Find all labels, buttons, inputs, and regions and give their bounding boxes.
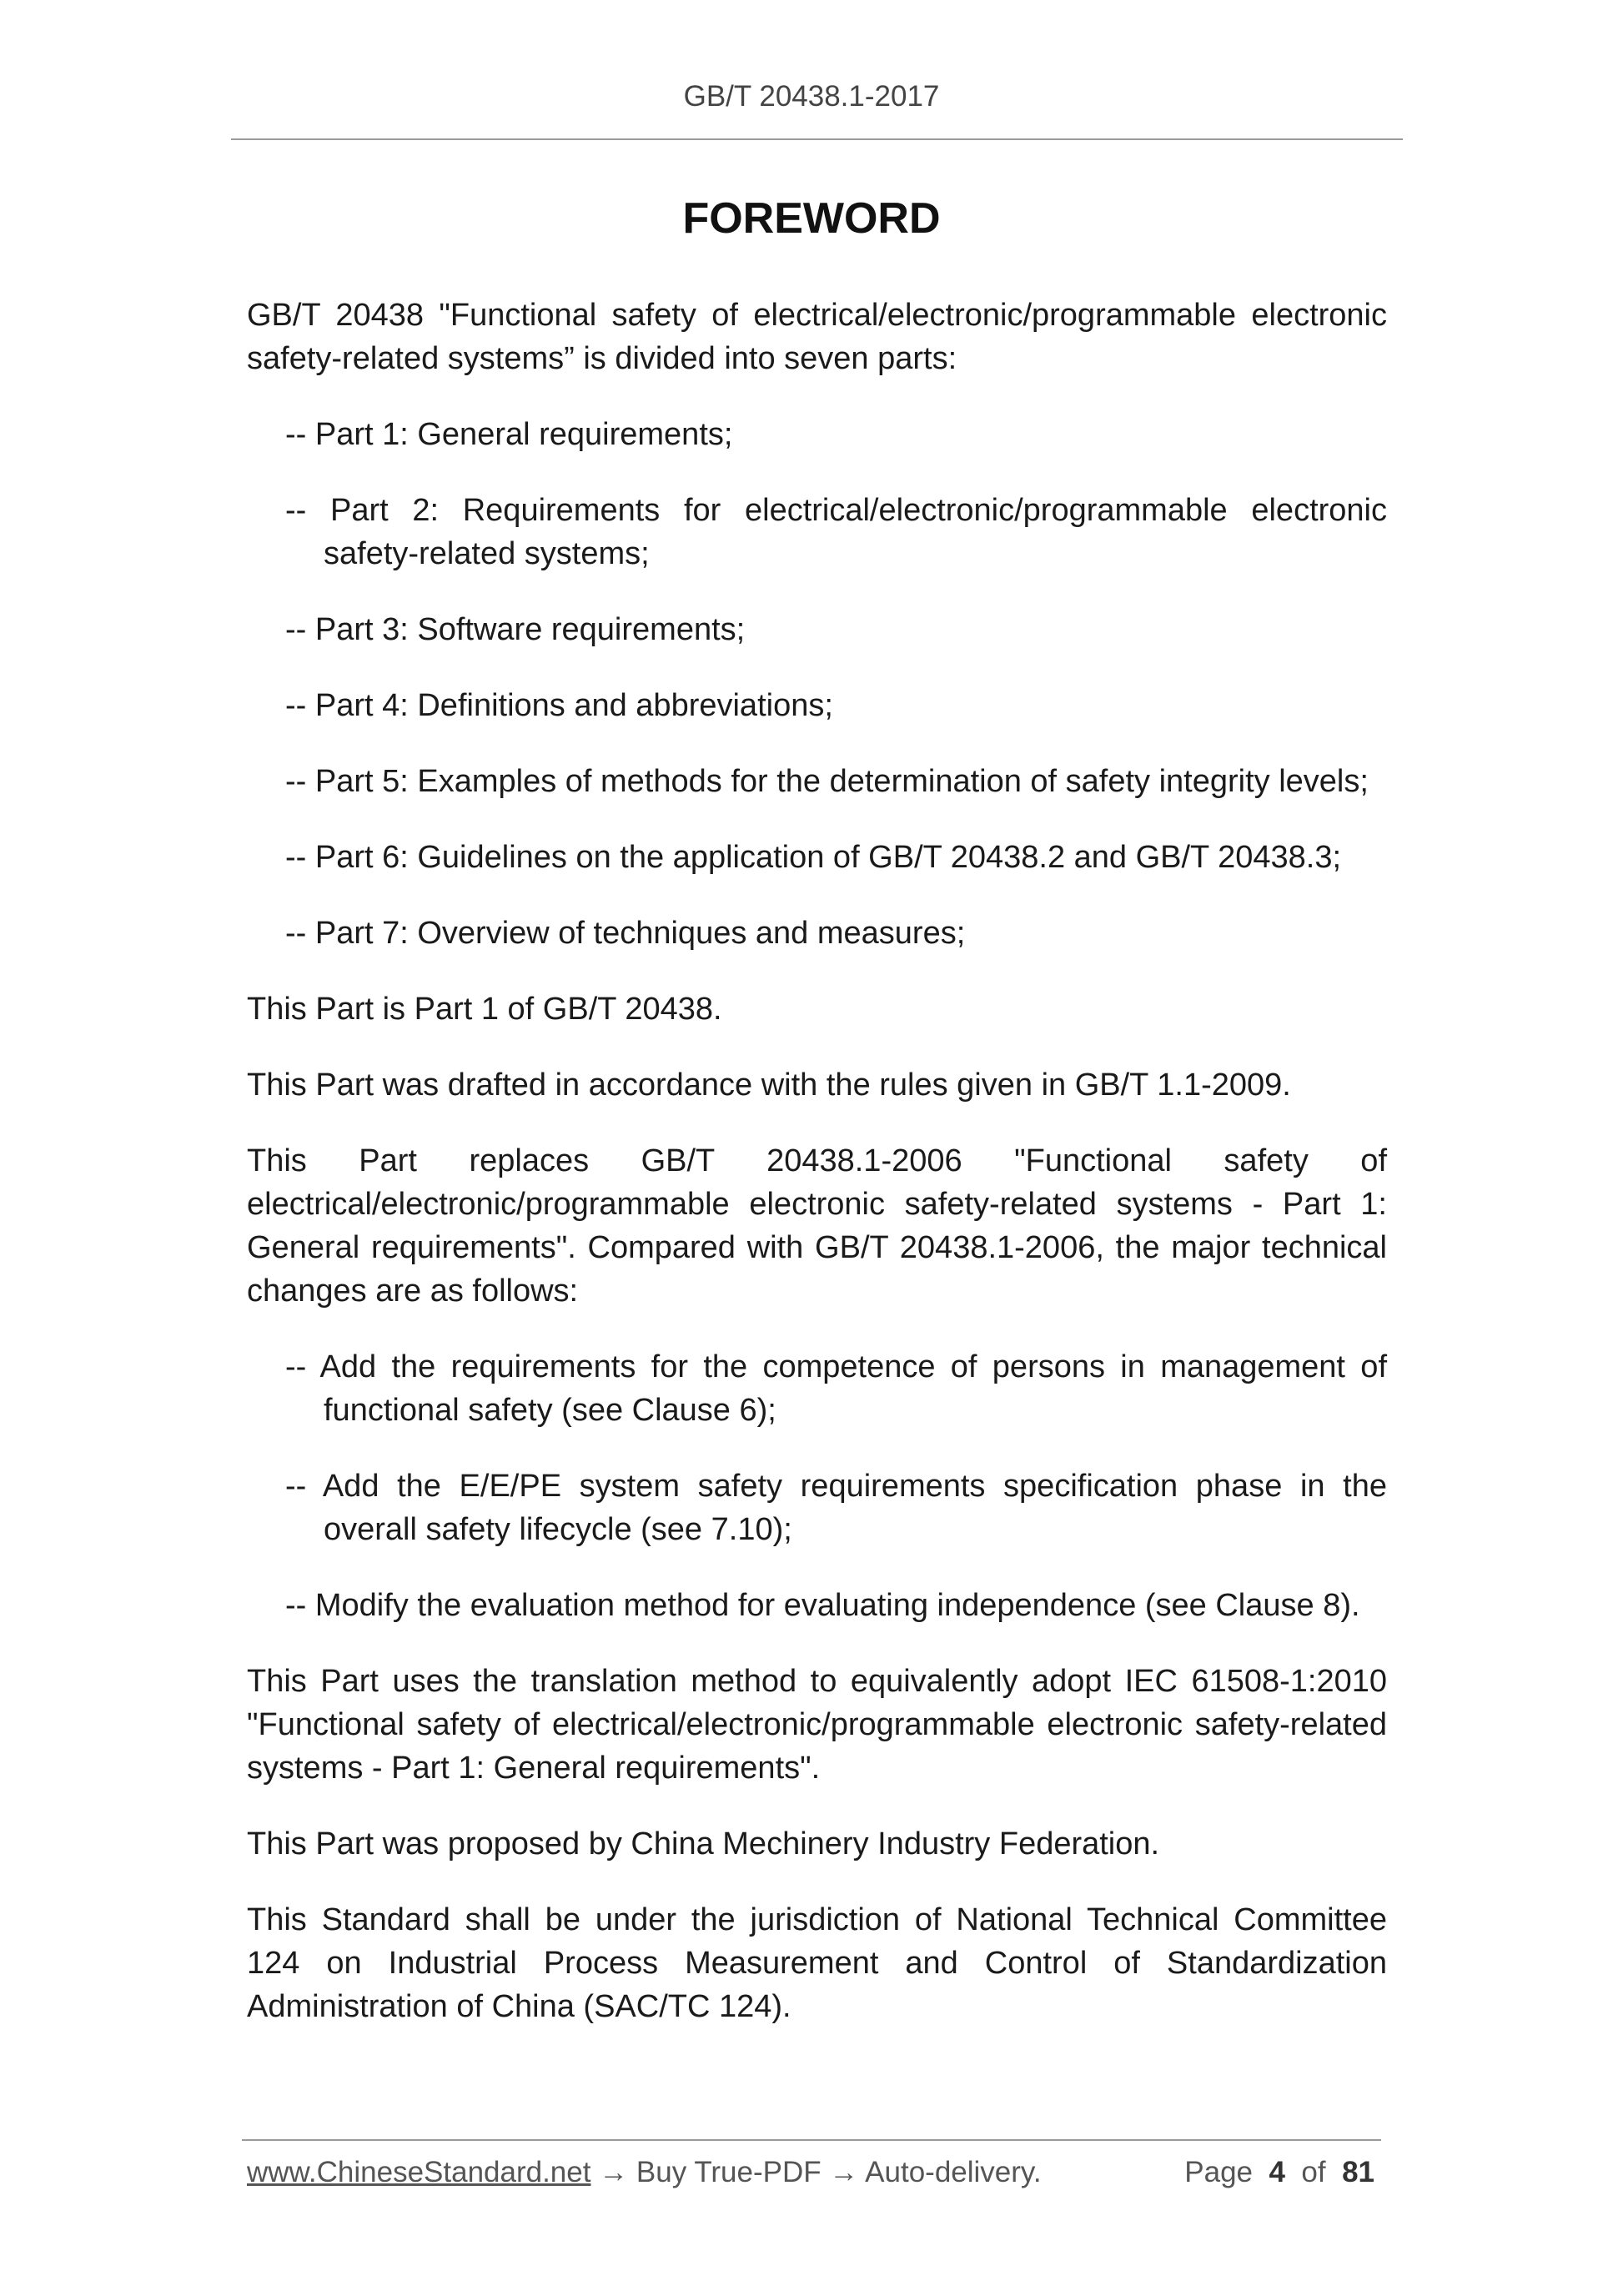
proposed-paragraph: This Part was proposed by China Mechinery Industry Federation. xyxy=(247,1826,1160,1861)
footer-promo-text: → Buy True-PDF → Auto-delivery. xyxy=(590,2156,1042,2188)
footer-promo xyxy=(247,2156,1042,2189)
list-item-part-1: -- Part 1: General requirements; xyxy=(285,417,733,452)
replaces-paragraph: This Part replaces GB/T 20438.1-2006 "Functional safety of electrical/electronic/programmable electronic safety-related systems - Part 1: General requirements". Compared with GB/T 20438.1-2006, the major technical changes are as follows: xyxy=(247,1143,1387,1309)
running-header: GB/T 20438.1-2017 xyxy=(683,80,940,113)
list-item-part-5: -- Part 5: Examples of methods for the determination of safety integrity levels; xyxy=(285,764,1369,799)
list-item-change-1: -- Add the requirements for the competence of persons in management of functional safety (see Clause 6); xyxy=(285,1349,1387,1428)
adoption-paragraph: This Part uses the translation method to equivalently adopt IEC 61508-1:2010 "Functional safety of electrical/electronic/programmable electronic safety-related systems - Part 1: General requirements". xyxy=(247,1664,1387,1786)
page-footer xyxy=(247,2156,1374,2189)
of-label: of xyxy=(1301,2156,1326,2188)
list-item-part-2: -- Part 2: Requirements for electrical/electronic/programmable electronic safety-related systems; xyxy=(285,493,1387,571)
list-item-part-6: -- Part 6: Guidelines on the application of GB/T 20438.2 and GB/T 20438.3; xyxy=(285,840,1342,875)
drafted-paragraph: This Part was drafted in accordance with the rules given in GB/T 1.1-2009. xyxy=(247,1068,1291,1103)
website-link[interactable]: www.ChineseStandard.net xyxy=(247,2156,591,2188)
total-pages: 81 xyxy=(1342,2156,1374,2188)
list-item-change-2: -- Add the E/E/PE system safety requirements specification phase in the overall safety lifecycle (see 7.10); xyxy=(285,1469,1387,1547)
list-item-part-3: -- Part 3: Software requirements; xyxy=(285,612,746,647)
page-title: FOREWORD xyxy=(682,194,941,243)
list-item-part-7: -- Part 7: Overview of techniques and measures; xyxy=(285,916,966,951)
page-number: 4 xyxy=(1269,2156,1285,2188)
header-divider xyxy=(231,138,1403,140)
intro-paragraph: GB/T 20438 "Functional safety of electrical/electronic/programmable electronic safety-related systems” is divided into seven parts: xyxy=(247,298,1387,376)
page-counter xyxy=(1184,2156,1374,2189)
jurisdiction-paragraph: This Standard shall be under the jurisdiction of National Technical Committee 124 on Industrial Process Measurement and Control of Standardization Administration of China (SAC/TC 124). xyxy=(247,1902,1387,2024)
document-body xyxy=(247,294,1387,2061)
list-item-part-4: -- Part 4: Definitions and abbreviations; xyxy=(285,688,833,723)
page-label: Page xyxy=(1184,2156,1254,2188)
part-of-paragraph: This Part is Part 1 of GB/T 20438. xyxy=(247,992,722,1027)
list-item-change-3: -- Modify the evaluation method for evaluating independence (see Clause 8). xyxy=(285,1588,1360,1623)
footer-divider xyxy=(242,2139,1381,2141)
